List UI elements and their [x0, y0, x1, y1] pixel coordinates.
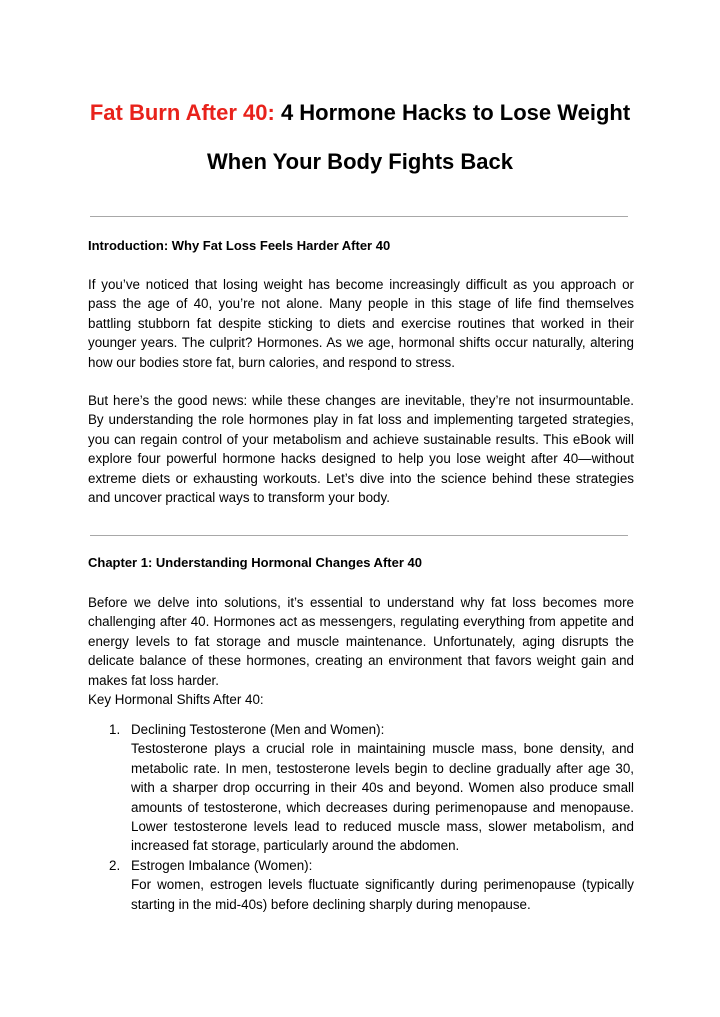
title-main: 4 Hormone Hacks to Lose Weight When Your Body Fights Back — [207, 100, 631, 174]
list-item-title: Declining Testosterone (Men and Women): — [131, 722, 385, 737]
title-accent: Fat Burn After 40: — [89, 100, 275, 125]
chapter1-paragraph: Before we delve into solutions, it’s essential to understand why fat loss becomes more challenging after 40. Hormones act as messengers, regulating everything from appetite and energy levels to fat storage and muscle maintenance. Unfortunately, aging disrupts the delicate balance of these hormones, creating an environment that favors weight gain and makes fat loss harder. — [88, 595, 634, 688]
list-item-body: Testosterone plays a crucial role in maintaining muscle mass, bone density, and metabolic rate. In men, testosterone levels begin to decline gradually after age 30, with a sharper drop occurring in their 40s and beyond. Women also produce small amounts of testosterone, which decreases during perimenopause and menopause. Lower testosterone levels lead to reduced muscle mass, slower metabolism, and increased fat storage, particularly around the abdomen. — [131, 741, 634, 854]
list-item-body: For women, estrogen levels fluctuate significantly during perimenopause (typically starting in the mid-40s) before declining sharply during menopause. — [131, 877, 634, 912]
list-item-number: 1. — [109, 722, 121, 737]
intro-heading: Introduction: Why Fat Loss Feels Harder After 40 — [88, 238, 391, 253]
document-title — [60, 88, 660, 186]
intro-paragraph-2: But here’s the good news: while these changes are inevitable, they’re not insurmountable. By understanding the role hormones play in fat loss and implementing targeted strategies, you can regain control of your metabolism and achieve sustainable results. This eBook will explore four powerful hormone hacks designed to help you lose weight after 40—without extreme diets or exhausting workouts. Let’s dive into the science behind these strategies and uncover practical ways to transform your body. — [88, 393, 634, 506]
list-item-title: Estrogen Imbalance (Women): — [131, 857, 313, 873]
list-item-number: 2. — [109, 857, 121, 873]
divider-middle — [90, 535, 628, 536]
chapter1-subheading: Key Hormonal Shifts After 40: — [88, 692, 264, 707]
intro-paragraph-1: If you’ve noticed that losing weight has become increasingly difficult as you approach or pass the age of 40, you’re not alone. Many people in this stage of life find themselves battling stubborn fat despite sticking to diets and exercise routines that worked in their younger years. The culprit? Hormones. As we age, hormonal shifts occur naturally, altering how our bodies store fat, burn calories, and respond to stress. — [88, 277, 634, 370]
divider-top — [90, 216, 628, 217]
hormonal-shifts-list — [88, 720, 634, 914]
list-item — [88, 720, 634, 856]
list-item — [88, 856, 634, 914]
chapter1-heading: Chapter 1: Understanding Hormonal Changes After 40 — [88, 555, 422, 570]
